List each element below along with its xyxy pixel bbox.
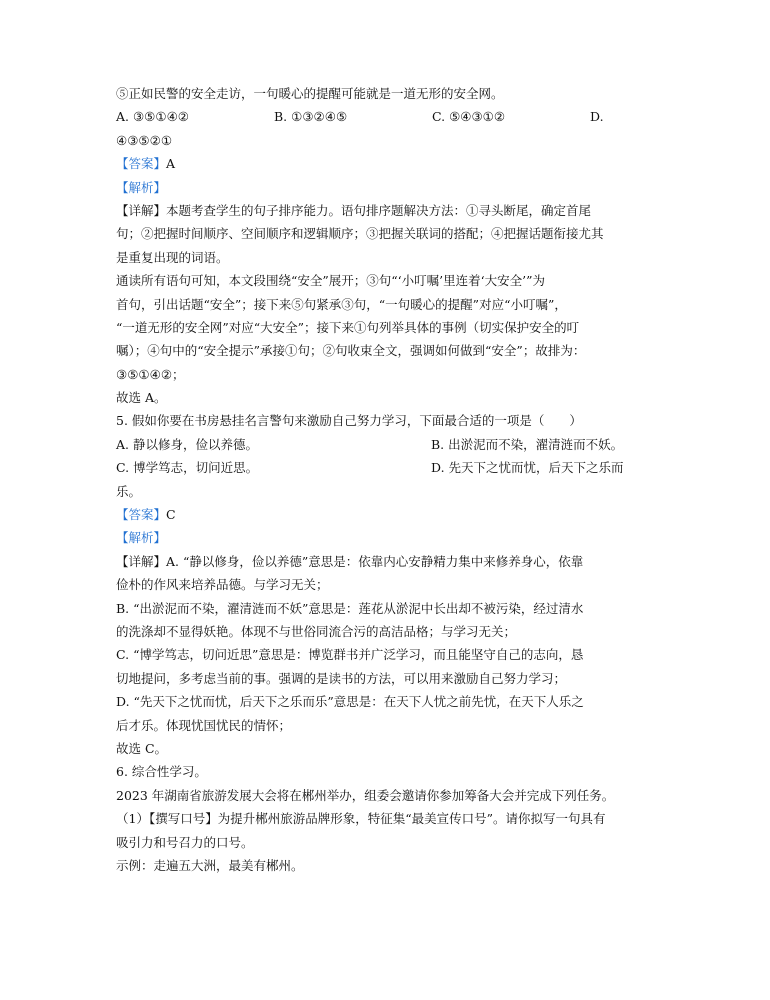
text-line: 是重复出现的词语。 xyxy=(116,249,229,265)
text-line: 俭朴的作风来培养品德。与学习无关； xyxy=(116,577,329,593)
text-line: D. “先天下之忧而忧，后天下之乐而乐”意思是：在天下人忧之前先忧，在天下人乐之 xyxy=(116,694,584,710)
text-line: 的洗涤却不显得妖艳。体现不与世俗同流合污的高洁品格；与学习无关； xyxy=(116,623,517,639)
question-5: 5. 假如你要在书房悬挂名言警句来激励自己努力学习，下面最合适的一项是（ ） xyxy=(116,413,582,429)
sentence-5: ⑤正如民警的安全走访，一句暖心的提醒可能就是一道无形的安全网。 xyxy=(116,86,504,101)
q5-option-d: D. 先天下之忧而忧，后天下之乐而 xyxy=(431,460,624,476)
q4-option-c: C. ⑤④③①② xyxy=(432,109,506,125)
example-slogan: 示例：走遍五大洲，最美有郴州。 xyxy=(116,857,304,873)
question-6: 6. 综合性学习。 xyxy=(116,764,207,780)
q5-analysis-tag: 【解析】 xyxy=(116,530,167,546)
text-line: 2023 年湖南省旅游发展大会将在郴州举办，组委会邀请你参加筹备大会并完成下列任务。 xyxy=(116,787,615,803)
text-line: ③⑤①④②； xyxy=(116,366,185,382)
text-line: “一道无形的安全网”对应“大安全”；接下来①句列举具体的事例（切实保护安全的叮 xyxy=(116,319,580,335)
text-line: （1）【撰写口号】为提升郴州旅游品牌形象，特征集“最美宣传口号”。请你拟写一句具有 xyxy=(116,811,606,827)
q5-option-b: B. 出淤泥而不染，濯清涟而不妖。 xyxy=(431,436,624,452)
text-line: 吸引力和号召力的口号。 xyxy=(116,834,254,850)
q5-options-row-1 xyxy=(116,433,661,456)
text-line: 后才乐。体现忧国忧民的情怀； xyxy=(116,717,292,733)
text-line: 通读所有语句可知，本文段围绕“安全”展开；③句“‘小叮嘱’里连着‘大安全’”为 xyxy=(116,273,545,289)
detail-tag: 【详解】 xyxy=(116,202,167,218)
q4-option-d-text: ④③⑤②① xyxy=(116,132,173,148)
q5-option-c: C. 博学笃志，切问近思。 xyxy=(116,460,259,476)
q5-option-a: A. 静以修身，俭以养德。 xyxy=(116,436,258,452)
q5-options-row-2 xyxy=(116,456,661,479)
text-line: 切地提问，多考虑当前的事。强调的是读书的方法，可以用来激励自己努力学习； xyxy=(116,670,567,686)
detail-text: 本题考查学生的句子排序能力。语句排序题解决方法：①寻头断尾，确定首尾 xyxy=(166,202,592,218)
document-page xyxy=(116,82,661,877)
detail-text: A. “静以修身，俭以养德”意思是：依靠内心安静精力集中来修养身心，依靠 xyxy=(166,553,584,569)
text-line: B. “出淤泥而不染，濯清涟而不妖”意思是：莲花从淤泥中长出却不被污染，经过清水 xyxy=(116,600,584,616)
q4-option-b: B. ①③②④⑤ xyxy=(274,109,348,125)
q5-answer xyxy=(116,503,661,526)
q4-options xyxy=(116,105,661,128)
detail-tag: 【详解】 xyxy=(116,553,167,569)
text-line: 嘱）；④句中的“安全提示”承接①句；②句收束全文，强调如何做到“安全”；故排为： xyxy=(116,343,586,359)
q5-answer-value: C xyxy=(166,507,176,523)
q4-detail xyxy=(116,199,661,222)
q5-detail xyxy=(116,550,661,573)
q4-answer xyxy=(116,152,661,175)
q4-option-a: A. ③⑤①④② xyxy=(116,109,190,125)
text-line: 故选 C。 xyxy=(116,740,168,756)
text-line: 故选 A。 xyxy=(116,390,167,406)
q4-option-d: D. xyxy=(590,109,604,125)
text-line: C. “博学笃志，切问近思”意思是：博览群书并广泛学习，而且能坚守自己的志向，恳 xyxy=(116,647,584,663)
q5-option-d-cont: 乐。 xyxy=(116,483,142,499)
q4-analysis-tag: 【解析】 xyxy=(116,179,167,195)
answer-tag: 【答案】 xyxy=(116,156,167,172)
q4-answer-value: A xyxy=(166,156,176,172)
answer-tag: 【答案】 xyxy=(116,507,167,523)
text-line: 句；②把握时间顺序、空间顺序和逻辑顺序；③把握关联词的搭配；④把握话题衔接尤其 xyxy=(116,226,604,242)
text-line: 首句，引出话题“安全”；接下来⑤句紧承③句，“一句暖心的提醒”对应“小叮嘱”， xyxy=(116,296,567,312)
